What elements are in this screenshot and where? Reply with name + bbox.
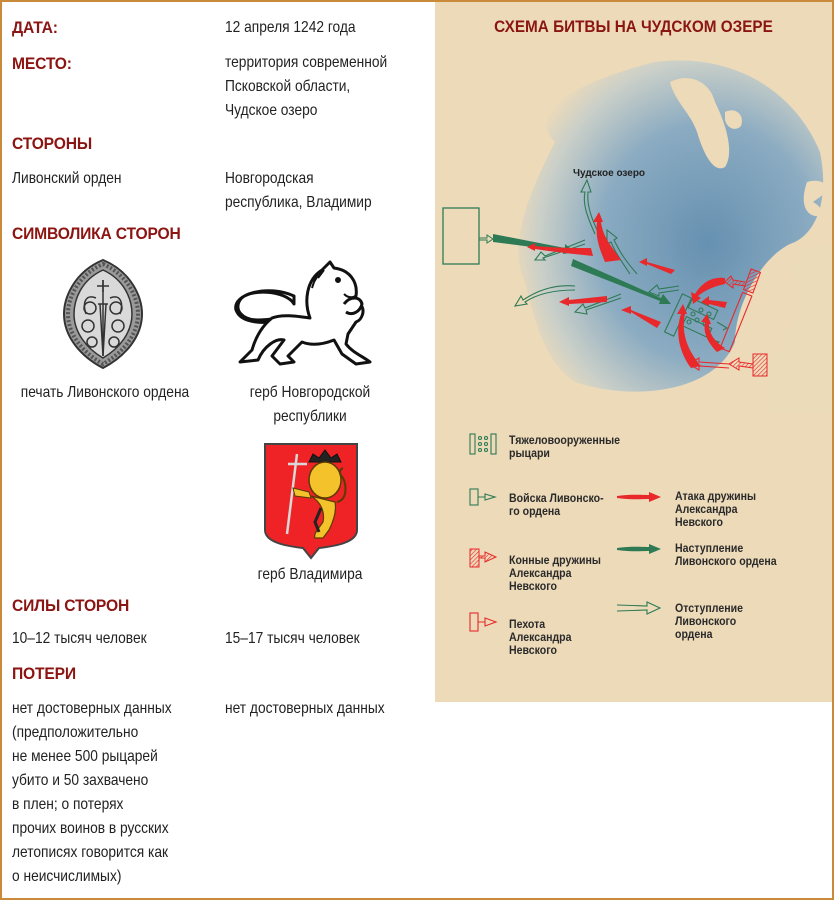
forces-a: 10–12 тысяч человек xyxy=(12,630,147,647)
losses-a-line-3: не менее 500 рыцарей xyxy=(12,748,158,765)
losses-a-line-6: прочих воинов в русских xyxy=(12,820,169,837)
lake-shape xyxy=(518,60,823,391)
legend-livonian-advance: Наступление Ливонского ордена xyxy=(675,541,777,568)
place-value-line-3: Чудское озеро xyxy=(225,102,318,119)
legend-heavy-knights: Тяжеловооруженные рыцари xyxy=(509,433,621,460)
novgorod-caption-line-2: республики xyxy=(273,408,347,425)
place-value-line-2: Псковской области, xyxy=(225,78,351,95)
novgorod-lion-image xyxy=(232,260,388,372)
legend-livonian-retreat: Отступление Ливонского ордена xyxy=(675,601,743,641)
vladimir-coat-of-arms-image xyxy=(263,442,359,560)
livonian-advance-arrow-icon xyxy=(617,542,661,556)
side-a: Ливонский орден xyxy=(12,170,122,187)
place-label: МЕСТО: xyxy=(12,54,72,73)
livonian-retreat-arrow-icon xyxy=(617,600,661,616)
livonian-troops-icon xyxy=(469,488,499,506)
nevsky-cavalry xyxy=(753,354,767,376)
symbols-label: СИМВОЛИКА СТОРОН xyxy=(12,224,181,243)
losses-a-line-1: нет достоверных данных xyxy=(12,700,172,717)
losses-b: нет достоверных данных xyxy=(225,700,385,717)
heavy-knights-icon xyxy=(469,432,497,456)
lake-label: Чудское озеро xyxy=(573,168,646,179)
seal-caption: печать Ливонского ордена xyxy=(20,384,190,401)
date-value: 12 апреля 1242 года xyxy=(225,19,356,36)
legend-nevsky-attack: Атака дружины Александра Невского xyxy=(675,489,757,529)
battle-scheme-panel xyxy=(435,2,832,702)
legend-nevsky-cavalry: Конные дружины Александра Невского xyxy=(509,553,601,593)
map-title: СХЕМА БИТВЫ НА ЧУДСКОМ ОЗЕРЕ xyxy=(494,17,773,36)
legend-livonian-troops: Войска Ливонско- го ордена xyxy=(509,491,604,518)
cape-shape xyxy=(804,181,828,216)
novgorod-caption-line-1: герб Новгородской xyxy=(249,384,371,401)
losses-a-line-7: летописях говорится как xyxy=(12,844,169,861)
sides-label: СТОРОНЫ xyxy=(12,134,92,153)
livonian-seal-image xyxy=(62,258,144,370)
side-b-line-2: республика, Владимир xyxy=(225,194,372,211)
east-shore xyxy=(765,244,832,412)
nevsky-infantry-icon xyxy=(469,612,499,632)
forces-b: 15–17 тысяч человек xyxy=(225,630,360,647)
losses-label: ПОТЕРИ xyxy=(12,664,76,683)
date-label: ДАТА: xyxy=(12,18,58,37)
livonian-camp xyxy=(443,208,479,264)
battle-map xyxy=(435,2,832,412)
losses-a-line-4: убито и 50 захвачено xyxy=(12,772,149,789)
nevsky-attack-arrow-icon xyxy=(617,490,661,504)
place-value-line-1: территория современной xyxy=(225,54,388,71)
losses-a-line-8: о неисчислимых) xyxy=(12,868,122,885)
forces-label: СИЛЫ СТОРОН xyxy=(12,596,130,615)
vladimir-caption: герб Владимира xyxy=(257,566,363,583)
losses-a-line-2: (предположительно xyxy=(12,724,139,741)
losses-a-line-5: в плен; о потерях xyxy=(12,796,124,813)
side-b-line-1: Новгородская xyxy=(225,170,314,187)
legend-nevsky-infantry: Пехота Александра Невского xyxy=(509,617,572,657)
nevsky-cavalry-icon xyxy=(469,548,499,568)
